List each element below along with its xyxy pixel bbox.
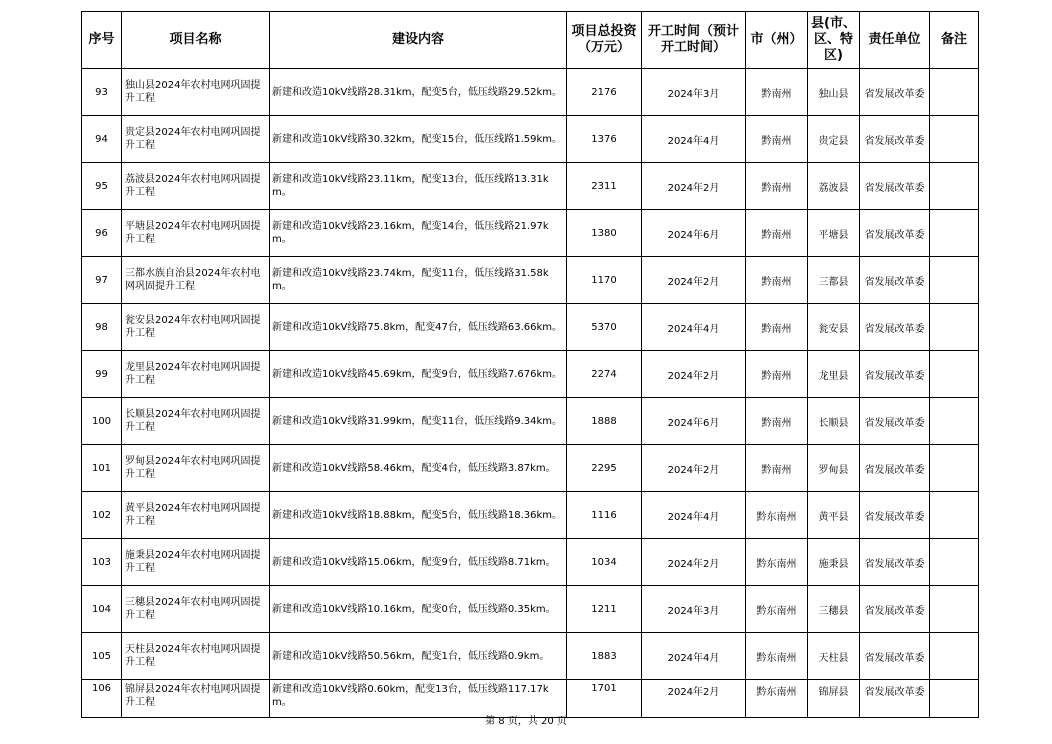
cell-invest: 2295 xyxy=(567,445,642,492)
cell-time: 2024年6月 xyxy=(642,210,746,257)
cell-content: 新建和改造10kV线路23.11km，配变13台，低压线路13.31km。 xyxy=(270,163,567,210)
table-row xyxy=(82,492,979,539)
cell-time: 2024年2月 xyxy=(642,539,746,586)
cell-name: 瓮安县2024年农村电网巩固提升工程 xyxy=(122,304,270,351)
cell-content: 新建和改造10kV线路50.56km，配变1台，低压线路0.9km。 xyxy=(270,633,567,680)
cell-invest: 2311 xyxy=(567,163,642,210)
cell-city: 黔南州 xyxy=(746,163,808,210)
cell-unit: 省发展改革委 xyxy=(860,304,930,351)
cell-invest: 1380 xyxy=(567,210,642,257)
cell-name: 黄平县2024年农村电网巩固提升工程 xyxy=(122,492,270,539)
cell-remark xyxy=(930,398,979,445)
cell-seq: 94 xyxy=(82,116,122,163)
header-content: 建设内容 xyxy=(270,12,567,69)
table-row xyxy=(82,163,979,210)
table-row xyxy=(82,539,979,586)
cell-name: 天柱县2024年农村电网巩固提升工程 xyxy=(122,633,270,680)
cell-unit: 省发展改革委 xyxy=(860,633,930,680)
cell-county: 锦屏县 xyxy=(808,680,860,718)
cell-seq: 100 xyxy=(82,398,122,445)
cell-time: 2024年3月 xyxy=(642,586,746,633)
table-row xyxy=(82,304,979,351)
cell-name: 长顺县2024年农村电网巩固提升工程 xyxy=(122,398,270,445)
project-table xyxy=(81,11,979,718)
cell-content: 新建和改造10kV线路23.16km，配变14台，低压线路21.97km。 xyxy=(270,210,567,257)
cell-invest: 1116 xyxy=(567,492,642,539)
cell-name: 施秉县2024年农村电网巩固提升工程 xyxy=(122,539,270,586)
cell-remark xyxy=(930,257,979,304)
cell-remark xyxy=(930,163,979,210)
cell-content: 新建和改造10kV线路58.46km，配变4台，低压线路3.87km。 xyxy=(270,445,567,492)
cell-city: 黔南州 xyxy=(746,398,808,445)
cell-time: 2024年2月 xyxy=(642,163,746,210)
cell-unit: 省发展改革委 xyxy=(860,539,930,586)
cell-seq: 97 xyxy=(82,257,122,304)
table-row xyxy=(82,210,979,257)
cell-invest: 1888 xyxy=(567,398,642,445)
cell-seq: 93 xyxy=(82,69,122,116)
cell-time: 2024年3月 xyxy=(642,69,746,116)
cell-county: 瓮安县 xyxy=(808,304,860,351)
cell-content: 新建和改造10kV线路10.16km，配变0台，低压线路0.35km。 xyxy=(270,586,567,633)
cell-content: 新建和改造10kV线路0.60km，配变13台，低压线路117.17km。 xyxy=(270,680,567,718)
cell-invest: 1170 xyxy=(567,257,642,304)
cell-seq: 105 xyxy=(82,633,122,680)
cell-time: 2024年2月 xyxy=(642,257,746,304)
cell-unit: 省发展改革委 xyxy=(860,210,930,257)
table-row xyxy=(82,445,979,492)
cell-time: 2024年4月 xyxy=(642,304,746,351)
cell-name: 三都水族自治县2024年农村电网巩固提升工程 xyxy=(122,257,270,304)
cell-seq: 99 xyxy=(82,351,122,398)
cell-content: 新建和改造10kV线路18.88km，配变5台，低压线路18.36km。 xyxy=(270,492,567,539)
cell-time: 2024年4月 xyxy=(642,492,746,539)
header-time-line1: 开工时间（预计 xyxy=(647,24,739,39)
cell-county: 荔波县 xyxy=(808,163,860,210)
cell-seq: 95 xyxy=(82,163,122,210)
cell-invest: 1701 xyxy=(567,680,642,718)
cell-city: 黔东南州 xyxy=(746,539,808,586)
cell-invest: 2176 xyxy=(567,69,642,116)
cell-seq: 106 xyxy=(82,680,122,718)
cell-seq: 96 xyxy=(82,210,122,257)
cell-name: 罗甸县2024年农村电网巩固提升工程 xyxy=(122,445,270,492)
header-name: 项目名称 xyxy=(122,12,270,69)
table-row xyxy=(82,633,979,680)
cell-invest: 1034 xyxy=(567,539,642,586)
cell-city: 黔南州 xyxy=(746,351,808,398)
cell-county: 龙里县 xyxy=(808,351,860,398)
cell-unit: 省发展改革委 xyxy=(860,163,930,210)
cell-time: 2024年4月 xyxy=(642,116,746,163)
cell-remark xyxy=(930,116,979,163)
header-county-line2: 区、特 xyxy=(813,32,853,47)
cell-remark xyxy=(930,586,979,633)
cell-name: 独山县2024年农村电网巩固提升工程 xyxy=(122,69,270,116)
cell-city: 黔南州 xyxy=(746,69,808,116)
cell-remark xyxy=(930,304,979,351)
header-invest-line1: 项目总投资 xyxy=(571,24,637,39)
table-row xyxy=(82,257,979,304)
cell-seq: 101 xyxy=(82,445,122,492)
cell-city: 黔南州 xyxy=(746,257,808,304)
header-county-line1: 县(市、 xyxy=(811,16,856,31)
cell-unit: 省发展改革委 xyxy=(860,257,930,304)
cell-content: 新建和改造10kV线路15.06km，配变9台，低压线路8.71km。 xyxy=(270,539,567,586)
cell-unit: 省发展改革委 xyxy=(860,680,930,718)
header-unit: 责任单位 xyxy=(860,12,930,69)
cell-name: 平塘县2024年农村电网巩固提升工程 xyxy=(122,210,270,257)
header-city: 市（州） xyxy=(746,12,808,69)
table-row xyxy=(82,398,979,445)
cell-name: 贵定县2024年农村电网巩固提升工程 xyxy=(122,116,270,163)
cell-unit: 省发展改革委 xyxy=(860,492,930,539)
cell-remark xyxy=(930,539,979,586)
cell-time: 2024年4月 xyxy=(642,633,746,680)
cell-unit: 省发展改革委 xyxy=(860,116,930,163)
cell-time: 2024年2月 xyxy=(642,680,746,718)
cell-name: 锦屏县2024年农村电网巩固提升工程 xyxy=(122,680,270,718)
header-seq: 序号 xyxy=(82,12,122,69)
cell-invest: 2274 xyxy=(567,351,642,398)
cell-county: 独山县 xyxy=(808,69,860,116)
cell-unit: 省发展改革委 xyxy=(860,398,930,445)
table-row xyxy=(82,586,979,633)
cell-content: 新建和改造10kV线路23.74km，配变11台，低压线路31.58km。 xyxy=(270,257,567,304)
cell-remark xyxy=(930,351,979,398)
cell-city: 黔南州 xyxy=(746,116,808,163)
cell-city: 黔东南州 xyxy=(746,492,808,539)
table-row xyxy=(82,69,979,116)
cell-unit: 省发展改革委 xyxy=(860,445,930,492)
cell-seq: 98 xyxy=(82,304,122,351)
cell-content: 新建和改造10kV线路28.31km，配变5台，低压线路29.52km。 xyxy=(270,69,567,116)
cell-seq: 102 xyxy=(82,492,122,539)
header-time-line2: 开工时间） xyxy=(660,40,726,55)
cell-invest: 5370 xyxy=(567,304,642,351)
cell-remark xyxy=(930,69,979,116)
cell-seq: 104 xyxy=(82,586,122,633)
cell-content: 新建和改造10kV线路31.99km，配变11台，低压线路9.34km。 xyxy=(270,398,567,445)
cell-county: 施秉县 xyxy=(808,539,860,586)
cell-unit: 省发展改革委 xyxy=(860,351,930,398)
cell-remark xyxy=(930,492,979,539)
cell-unit: 省发展改革委 xyxy=(860,586,930,633)
cell-name: 三穗县2024年农村电网巩固提升工程 xyxy=(122,586,270,633)
cell-county: 长顺县 xyxy=(808,398,860,445)
cell-seq: 103 xyxy=(82,539,122,586)
cell-remark xyxy=(930,210,979,257)
cell-invest: 1883 xyxy=(567,633,642,680)
cell-content: 新建和改造10kV线路30.32km，配变15台，低压线路1.59km。 xyxy=(270,116,567,163)
cell-county: 平塘县 xyxy=(808,210,860,257)
cell-name: 荔波县2024年农村电网巩固提升工程 xyxy=(122,163,270,210)
cell-city: 黔东南州 xyxy=(746,633,808,680)
cell-remark xyxy=(930,633,979,680)
cell-county: 三穗县 xyxy=(808,586,860,633)
header-county xyxy=(808,12,860,69)
cell-content: 新建和改造10kV线路75.8km，配变47台，低压线路63.66km。 xyxy=(270,304,567,351)
cell-time: 2024年6月 xyxy=(642,398,746,445)
cell-county: 贵定县 xyxy=(808,116,860,163)
cell-time: 2024年2月 xyxy=(642,445,746,492)
table-header-row xyxy=(82,12,979,69)
cell-remark xyxy=(930,445,979,492)
cell-county: 黄平县 xyxy=(808,492,860,539)
table-row xyxy=(82,116,979,163)
cell-city: 黔东南州 xyxy=(746,586,808,633)
cell-invest: 1211 xyxy=(567,586,642,633)
header-invest xyxy=(567,12,642,69)
cell-unit: 省发展改革委 xyxy=(860,69,930,116)
cell-county: 罗甸县 xyxy=(808,445,860,492)
cell-county: 天柱县 xyxy=(808,633,860,680)
page-number: 第 8 页，共 20 页 xyxy=(485,716,567,727)
cell-time: 2024年2月 xyxy=(642,351,746,398)
header-invest-line2: （万元） xyxy=(577,40,630,55)
cell-name: 龙里县2024年农村电网巩固提升工程 xyxy=(122,351,270,398)
cell-city: 黔东南州 xyxy=(746,680,808,718)
cell-county: 三都县 xyxy=(808,257,860,304)
cell-invest: 1376 xyxy=(567,116,642,163)
cell-city: 黔南州 xyxy=(746,210,808,257)
header-remark: 备注 xyxy=(930,12,979,69)
cell-city: 黔南州 xyxy=(746,304,808,351)
header-time xyxy=(642,12,746,69)
table-row xyxy=(82,351,979,398)
cell-city: 黔南州 xyxy=(746,445,808,492)
cell-content: 新建和改造10kV线路45.69km，配变9台，低压线路7.676km。 xyxy=(270,351,567,398)
header-county-line3: 区) xyxy=(824,48,843,63)
